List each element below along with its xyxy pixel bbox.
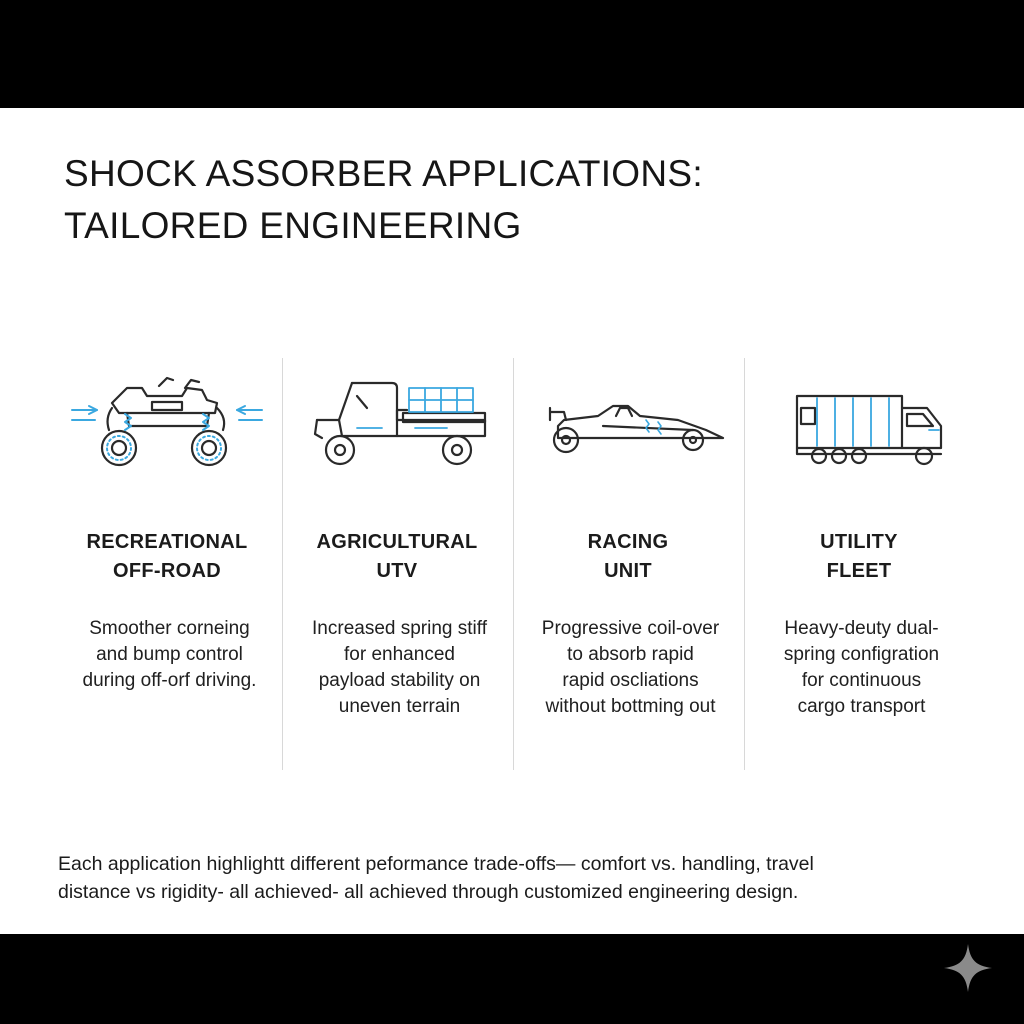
description-line: for enhanced [344, 644, 455, 665]
application-title-line-2: UNIT [604, 560, 652, 582]
description-line: Increased spring stiff [312, 618, 487, 639]
description-line: payload stability on [318, 670, 481, 691]
application-description [292, 616, 507, 720]
summary-text [58, 850, 978, 906]
box-truck-icon [759, 368, 959, 488]
description-line: Heavy-deuty dual- [784, 618, 939, 639]
application-title-line-2: FLEET [826, 560, 892, 582]
sparkle-icon [942, 942, 994, 994]
summary-line-1: Each application highlightt different peformance trade-offs— comfort vs. handling, travel [58, 853, 814, 875]
slide [0, 108, 1024, 934]
description-line: for continuous [801, 670, 922, 691]
description-line: cargo transport [797, 696, 926, 717]
application-title-line-2: OFF-ROAD [113, 560, 221, 582]
slide-title-line-1: SHOCK ASSORBER APPLICATIONS: [64, 153, 703, 194]
application-title [52, 528, 282, 586]
application-title [744, 528, 974, 586]
application-agricultural-utv [282, 358, 512, 770]
application-utility-fleet [744, 358, 974, 770]
application-title-line-1: AGRICULTURAL [316, 531, 478, 553]
race-car-icon [528, 368, 728, 488]
application-description [523, 616, 738, 720]
description-line: during off-orf driving. [82, 670, 257, 691]
application-title [282, 528, 512, 586]
applications-grid [52, 358, 972, 770]
application-recreational-off-road [52, 358, 282, 770]
application-description [754, 616, 969, 720]
slide-title-line-2: TAILORED ENGINEERING [64, 205, 522, 246]
summary-line-2: distance vs rigidity- all achieved- all achieved through customized engineering design. [58, 881, 799, 903]
application-title-line-2: UTV [376, 560, 418, 582]
description-line: without bottming out [545, 696, 716, 717]
description-line: uneven terrain [338, 696, 461, 717]
description-line: rapid oscliations [562, 670, 699, 691]
description-line: spring configration [783, 644, 940, 665]
description-line: to absorb rapid [567, 644, 694, 665]
application-title [513, 528, 743, 586]
description-line: Progressive coil-over [541, 618, 720, 639]
application-racing-unit [513, 358, 743, 770]
application-title-line-1: RECREATIONAL [86, 531, 248, 553]
description-line: Smoother corneing [89, 618, 250, 639]
description-line: and bump control [96, 644, 243, 665]
application-description [62, 616, 277, 694]
atv-icon [67, 368, 267, 488]
utv-icon [297, 368, 497, 488]
slide-title [64, 148, 703, 252]
application-title-line-1: UTILITY [820, 531, 898, 553]
application-title-line-1: RACING [587, 531, 669, 553]
